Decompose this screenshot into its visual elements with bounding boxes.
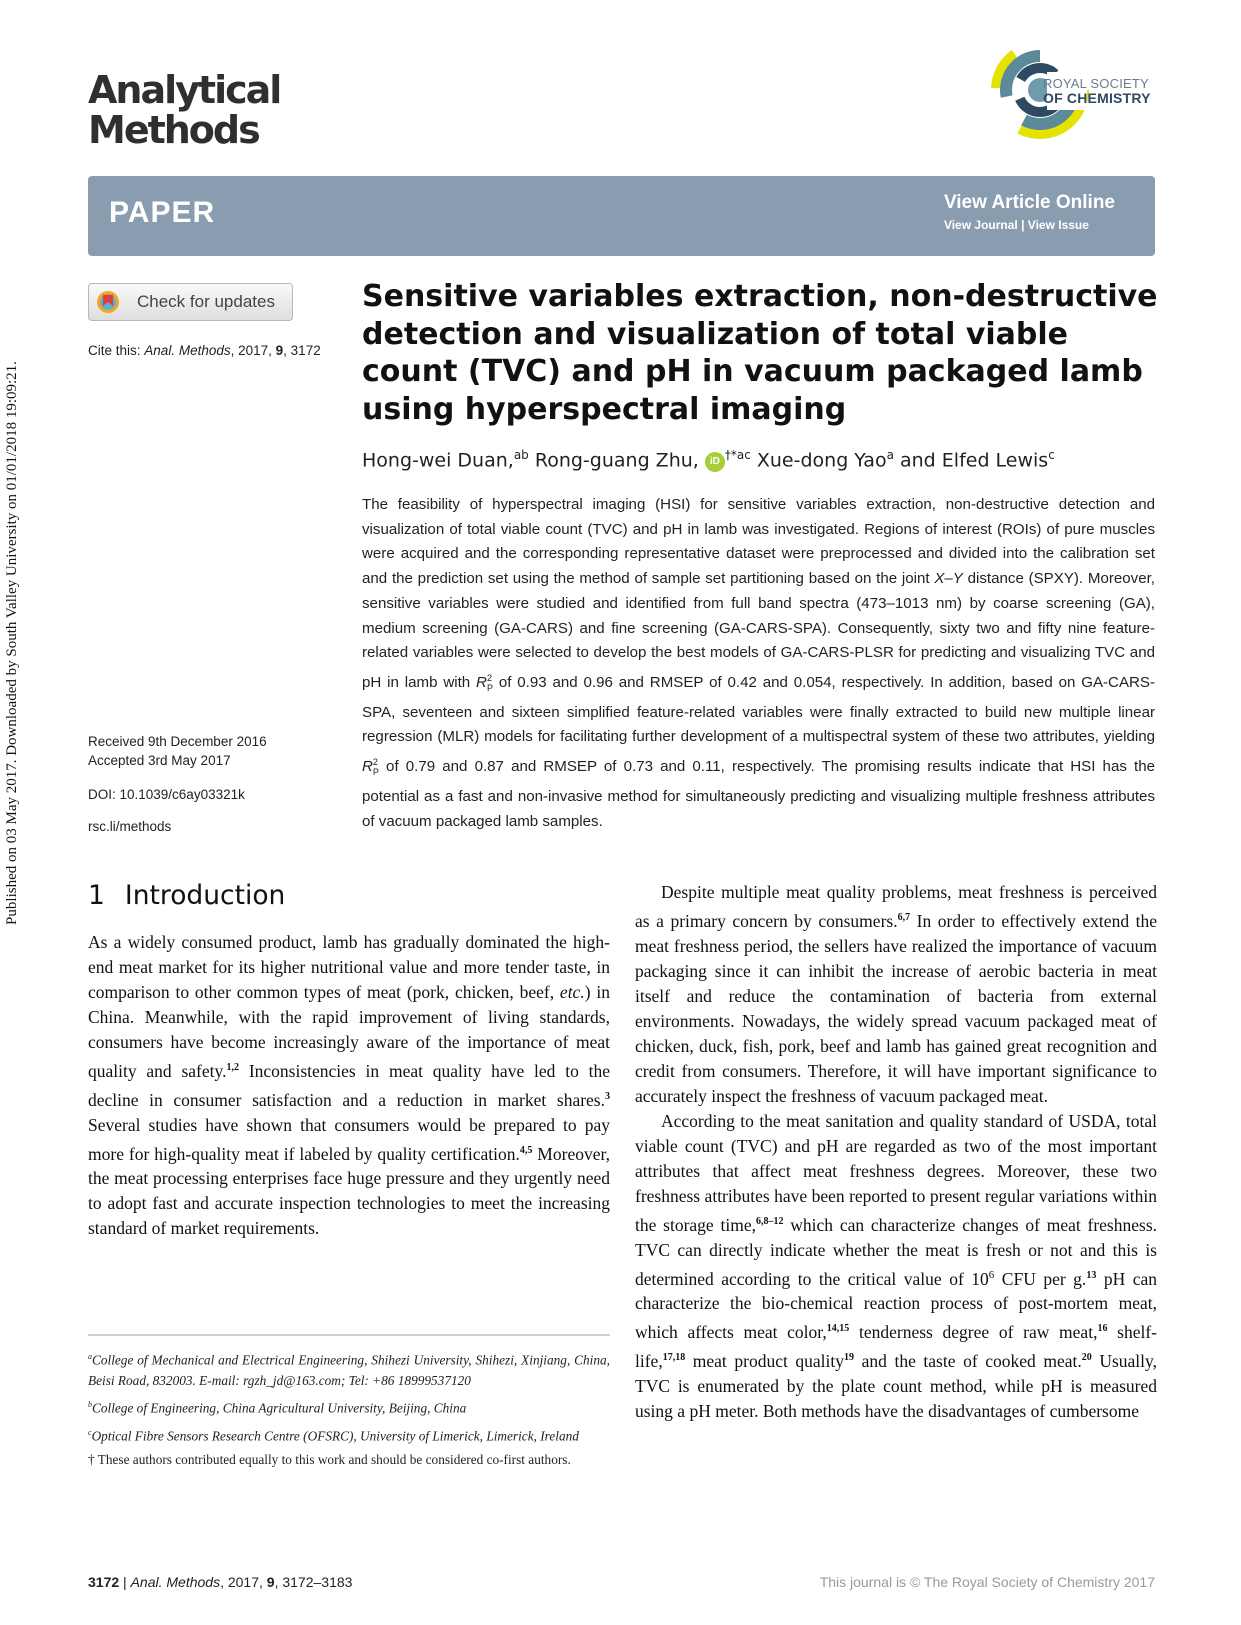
article-title: Sensitive variables extraction, non-destructive detection and visualization of total viable count (TVC) and pH in vacuum packaged lamb using hyperspectral imaging [362,279,1158,427]
check-for-updates-button[interactable] [88,283,293,321]
publisher-name-line1: ROYAL SOCIETY [1043,76,1149,91]
reference-link[interactable]: 6,7 [897,912,911,923]
reference-link[interactable]: 20 [1081,1352,1092,1364]
author-conjunction: and [899,449,936,472]
cite-year: , 2017, [230,343,276,358]
received-date: Received 9th December 2016 [88,734,267,749]
cite-journal: Anal. Methods [144,343,231,358]
article-type: PAPER [109,196,216,229]
page-number: 3172 [88,1574,120,1590]
author-affiliation: a [886,448,894,462]
reference-link[interactable]: 19 [844,1352,855,1364]
paragraph: According to the meat sanitation and quality standard of USDA, total viable count (TVC) and pH are regarded as two of the most important attributes that affect meat freshness degrees. Moreover, these two freshness attributes have been reported to present regular variations within the storage time,$^{6,8-12}$ which can characterize changes of meat freshness. TVC can directly indicate whether the meat is fresh or not and this is determined according to the critical value of $10^6$ CFU per g.$^{13}$ pH can characterize the bio-chemical reaction process of post-mortem meat, which affects meat color,$^{14,15}$ tenderness degree of raw meat,$^{16}$ shelf-life,$^{17,18}$ meat product quality$^{19}$ and the taste of cooked meat.$^{20}$ Usually, TVC is enumerated by the plate count method, while pH is measured using a pH meter. Both methods have the disadvantages of cumbersome [635,1110,1157,1422]
footnote-affiliation-c: $^c$Optical Fibre Sensors Research Centre (OFSRC), University of Limerick, Limerick, Ireland [88,1427,579,1444]
author-affiliation: †*ac [724,448,751,462]
author-affiliation: ab [513,448,529,462]
reference-link[interactable]: 6,8–12 [755,1215,784,1227]
footnote-affiliation-a: $^a$College of Mechanical and Electrical Engineering, Shihezi University, Shihezi, Xinjiang, China, Beisi Road, 832003. E-mail: rgzh_jd@163.com; Tel: +86 18999537120 [88,1352,610,1389]
body-column-right [635,880,1157,1424]
section-number: 1 [88,880,105,911]
footnote-affiliation-b: $^b$College of Engineering, China Agricultural University, Beijing, China [88,1400,467,1416]
doi[interactable]: DOI: 10.1039/c6ay03321k [88,787,245,802]
orcid-icon[interactable]: iD [705,452,725,472]
article-banner [88,176,1155,256]
author-affiliation: c [1048,448,1055,462]
download-note: Published on 03 May 2017. Downloaded by South Valley University on 01/01/2018 19:09:21. [4,361,20,925]
author-name[interactable]: Hong-wei Duan, [362,449,514,472]
journal-name-line2: Methods [88,108,259,152]
publisher-name [1043,76,1151,106]
view-link-separator: | [1017,218,1028,232]
reference-link[interactable]: 16 [1097,1323,1108,1335]
citation [88,341,321,360]
author-name[interactable]: Xue-dong Yao [756,449,887,472]
article-dates [88,732,267,770]
abstract: The feasibility of hyperspectral imaging (HSI) for sensitive variables extraction, non-destructive detection and visualization of total viable count (TVC) and pH in lamb was investigated. Regions of interest (ROIs) of pure muscles were acquired and the corresponding representative dataset were preprocessed and divided into the calibration set and the prediction set using the method of sample set partitioning based on the joint X–Y distance (SPXY). Moreover, sensitive variables were studied and identified from full band spectra (473–1013 nm) by coarse screening (GA), medium screening (GA-CARS) and fine screening (GA-CARS-SPA). Consequently, sixty two and fifty nine feature-related variables were selected to develop the best models of GA-CARS-PLSR for predicting and visualizing TVC and pH in lamb with $R^2_P$ of 0.93 and 0.96 and RMSEP of 0.42 and 0.054, respectively. In addition, based on GA-CARS-SPA, seventeen and sixteen simplified feature-related variables were finally extracted to build new multiple linear regression (MLR) models for facilitating further development of a multispectral system of these two attributes, yielding $R^2_P$ of 0.79 and 0.87 and RMSEP of 0.73 and 0.11, respectively. The promising results indicate that HSI has the potential as a fast and non-invasive method for simultaneously predicting and visualizing multiple freshness attributes of vacuum packaged lamb samples. [362,496,1156,830]
footnote-divider [88,1334,610,1336]
cite-page: , 3172 [283,343,321,358]
reference-link[interactable]: 17,18 [662,1352,686,1364]
cite-label: Cite this: [88,343,141,358]
publisher-name-line2: OF CHEMISTRY [1043,90,1151,106]
journal-name-line1: Analytical [88,68,281,112]
reference-link[interactable]: 1,2 [226,1062,240,1073]
view-links [944,192,1115,232]
author-list [362,448,1162,472]
author-name[interactable]: Rong-guang Zhu, [534,449,699,472]
footnotes [88,1346,610,1473]
accepted-date: Accepted 3rd May 2017 [88,753,231,768]
crossmark-icon [96,290,120,314]
section-heading [88,880,285,911]
footnote-equal-contribution: † These authors contributed equally to this work and should be considered co-first authors. [88,1452,571,1468]
cite-volume: 9 [275,343,284,358]
section-title: Introduction [124,880,286,911]
view-journal-link[interactable]: View Journal [943,218,1018,232]
view-article-online-link[interactable]: View Article Online [943,192,1115,213]
reference-link[interactable]: 13 [1086,1269,1097,1281]
publisher-logo[interactable] [985,32,1185,147]
journal-logo[interactable] [88,70,348,150]
copyright-notice: This journal is © The Royal Society of Chemistry 2017 [819,1574,1155,1590]
reference-link[interactable]: 14,15 [826,1323,850,1335]
author-name[interactable]: Elfed Lewis [941,449,1049,472]
footer-journal: Anal. Methods [130,1574,221,1590]
body-column-left [88,930,610,1241]
page-footer-citation: 3172 | Anal. Methods, 2017, 9, 3172–3183 [88,1574,353,1590]
paragraph: Despite multiple meat quality problems, meat freshness is perceived as a primary concern by consumers.$^{6,7}$ In order to effectively extend the meat freshness period, the sellers have realized the importance of vacuum packaging since it can inhibit the increase of aerobic bacteria in meat itself and reduce the contamination of bacteria from external environments. Nowadays, the widely spread vacuum packaged meat of chicken, duck, fish, pork, beef and lamb has gained great recognition and credit from consumers. Therefore, it will have important significance to accurately inspect the freshness of vacuum packaged meat. [635,882,1157,1106]
reference-link[interactable]: 4,5 [519,1144,533,1156]
check-for-updates-label: Check for updates [137,292,275,311]
reference-link[interactable]: 3 [605,1090,610,1102]
view-issue-link[interactable]: View Issue [1027,218,1089,232]
journal-link[interactable]: rsc.li/methods [88,819,172,834]
paragraph: As a widely consumed product, lamb has gradually dominated the high-end meat market for its higher nutritional value and more tender taste, in comparison to other common types of meat (pork, chicken, beef, etc.) in China. Meanwhile, with the rapid improvement of living standards, consumers have become increasingly aware of the importance of meat quality and safety.$^{1,2}$ Inconsistencies in meat quality have led to the decline in consumer satisfaction and a reduction in market shares.$^3$ Several studies have shown that consumers would be prepared to pay more for high-quality meat if labeled by quality certification.$^{4,5}$ Moreover, the meat processing enterprises face huge pressure and they urgently need to adopt fast and accurate inspection technologies to meet the increasing standard of market requirements. [88,932,610,1239]
